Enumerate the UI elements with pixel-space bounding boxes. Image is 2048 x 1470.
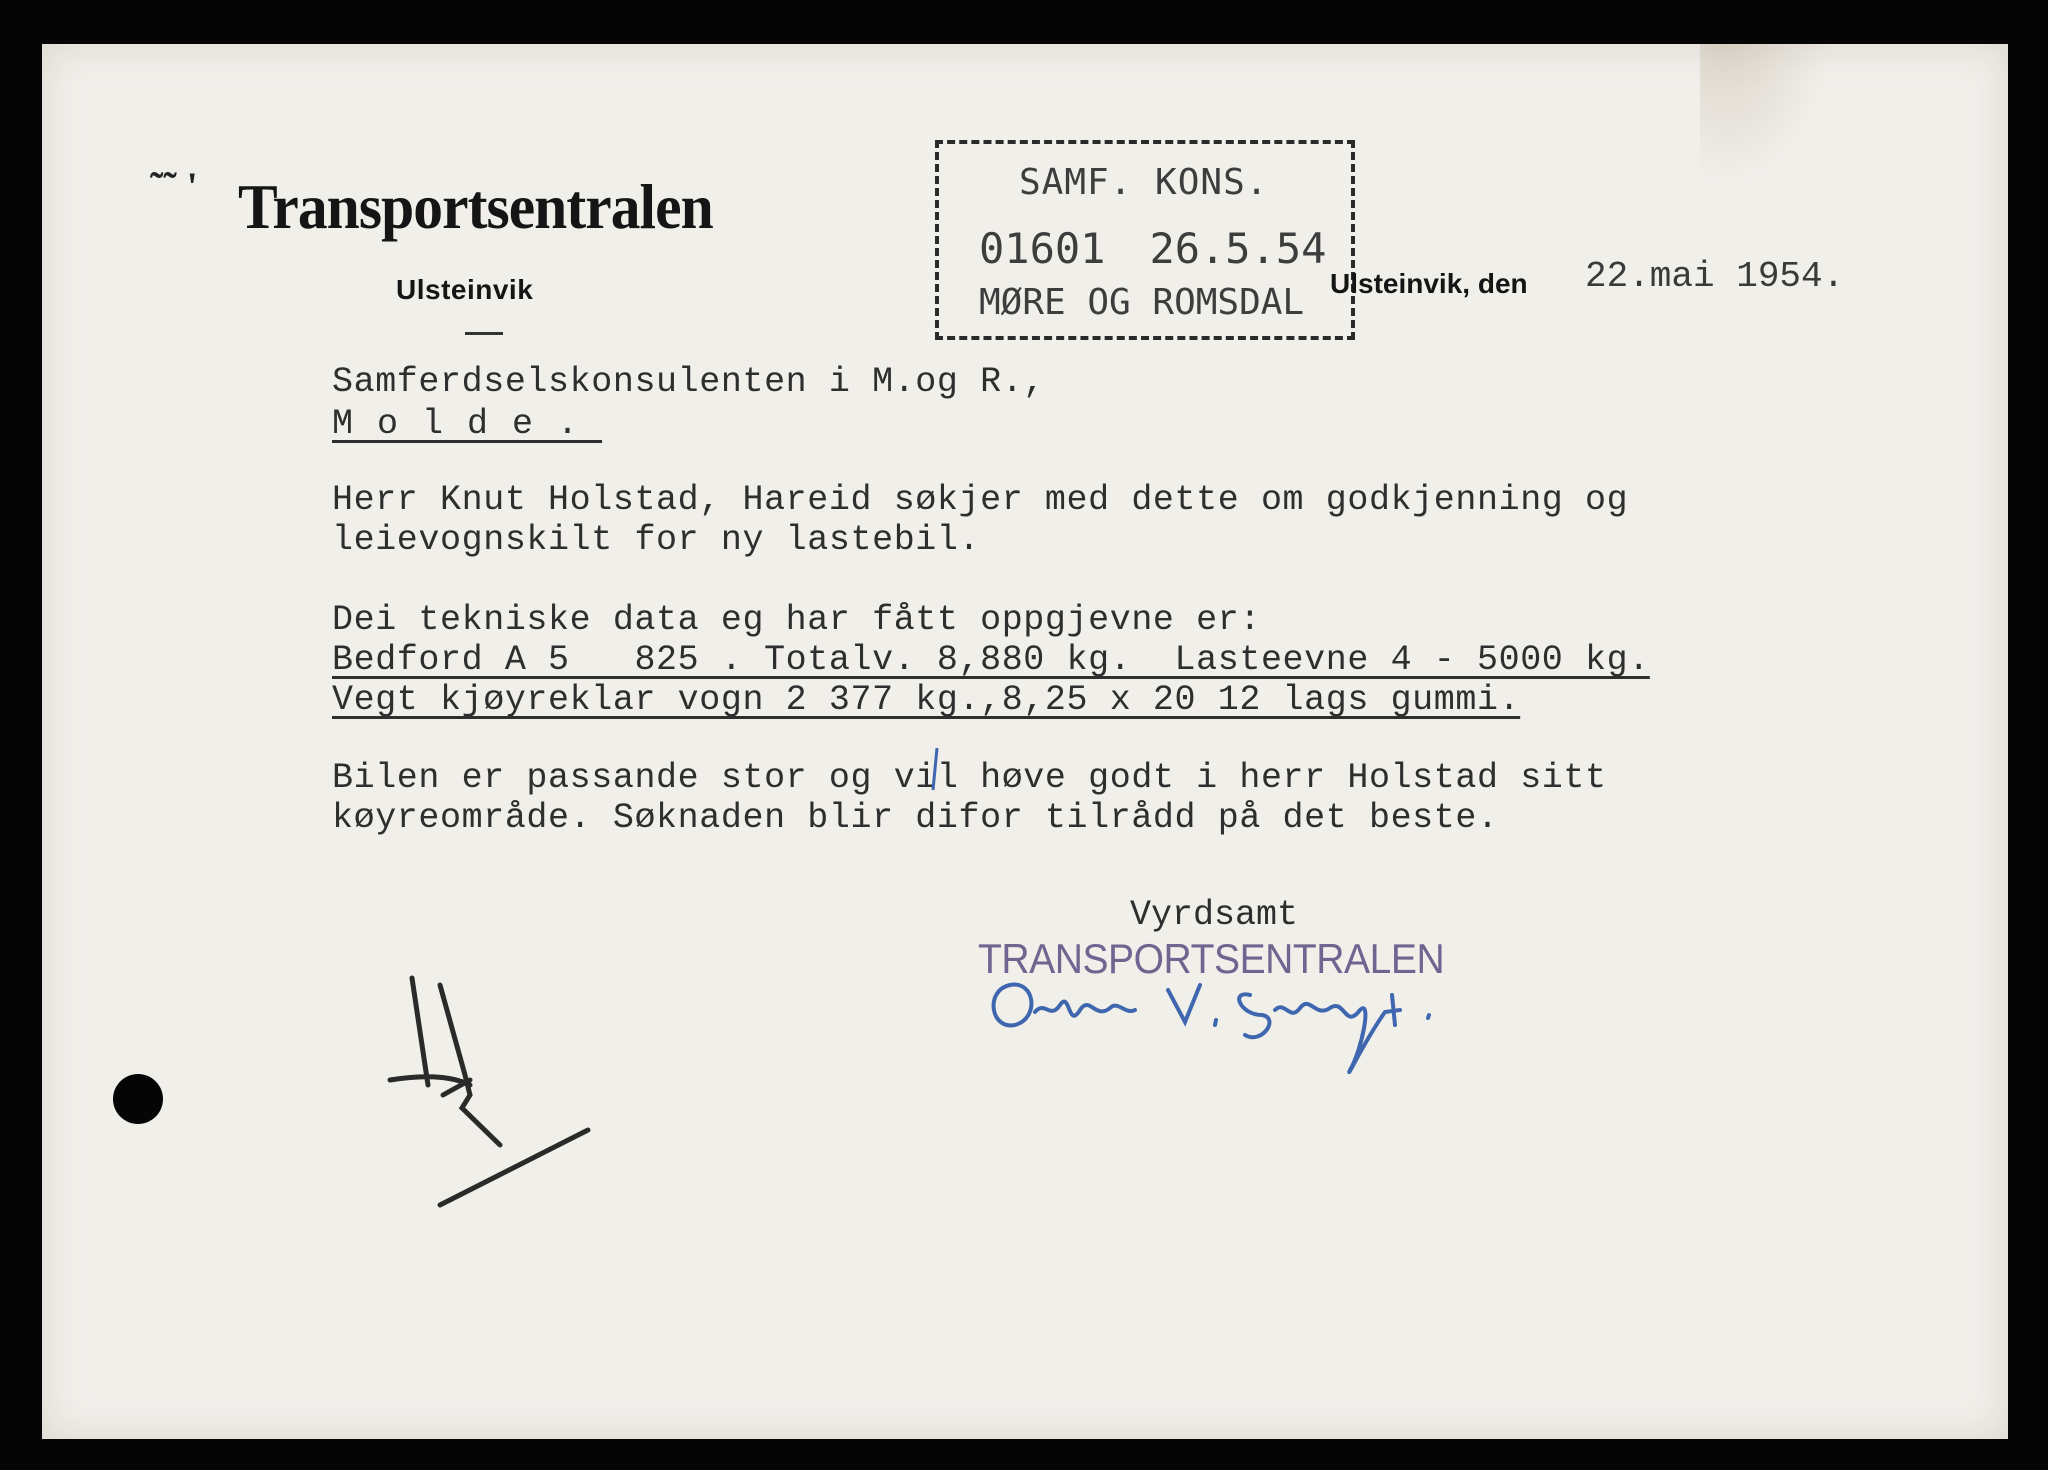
dateline-date: 22.mai 1954. [1585, 256, 1845, 297]
body-para2-line3: Vegt kjøyreklar vogn 2 377 kg.,8,25 x 20 12 lags gummi. [332, 680, 1521, 720]
company-rubber-stamp: TRANSPORTSENTRALEN [978, 935, 1445, 982]
recipient-line1: Samferdselskonsulenten i M.og R., [332, 362, 1045, 402]
signature [994, 985, 1429, 1073]
dateline-place: Ulsteinvik, den [1330, 268, 1528, 299]
pencil-initials [390, 978, 588, 1205]
body-para3-line1: Bilen er passande stor og vil høve godt i herr Holstad sitt [332, 758, 1607, 798]
closing-salutation: Vyrdsamt [1130, 895, 1299, 935]
body-para1-line2: leievognskilt for ny lastebil. [332, 520, 981, 560]
stamp-office: SAMF. KONS. [1019, 162, 1269, 203]
punch-hole [113, 1074, 163, 1124]
stamp-date: 26.5.54 [1149, 224, 1327, 273]
letterhead-town: Ulsteinvik [396, 274, 534, 305]
body-para3-line2: køyreområde. Søknaden blir difor tilrådd på det beste. [332, 798, 1499, 838]
letterhead-company: Transportsentralen [238, 171, 713, 242]
recipient-line2: Molde. [332, 404, 603, 444]
letterhead-marks: ˜˜ ' [150, 164, 198, 209]
correction-mark [933, 748, 937, 790]
body-para2-line1: Dei tekniske data eg har fått oppgjevne er: [332, 600, 1261, 640]
body-para2-line2: Bedford A 5 825 . Totalv. 8,880 kg. Lasteevne 4 - 5000 kg. [332, 640, 1650, 680]
stamp-number: 01601 [979, 224, 1106, 273]
body-para1-line1: Herr Knut Holstad, Hareid søkjer med dette om godkjenning og [332, 480, 1629, 520]
stamp-region: MØRE OG ROMSDAL [979, 282, 1305, 323]
